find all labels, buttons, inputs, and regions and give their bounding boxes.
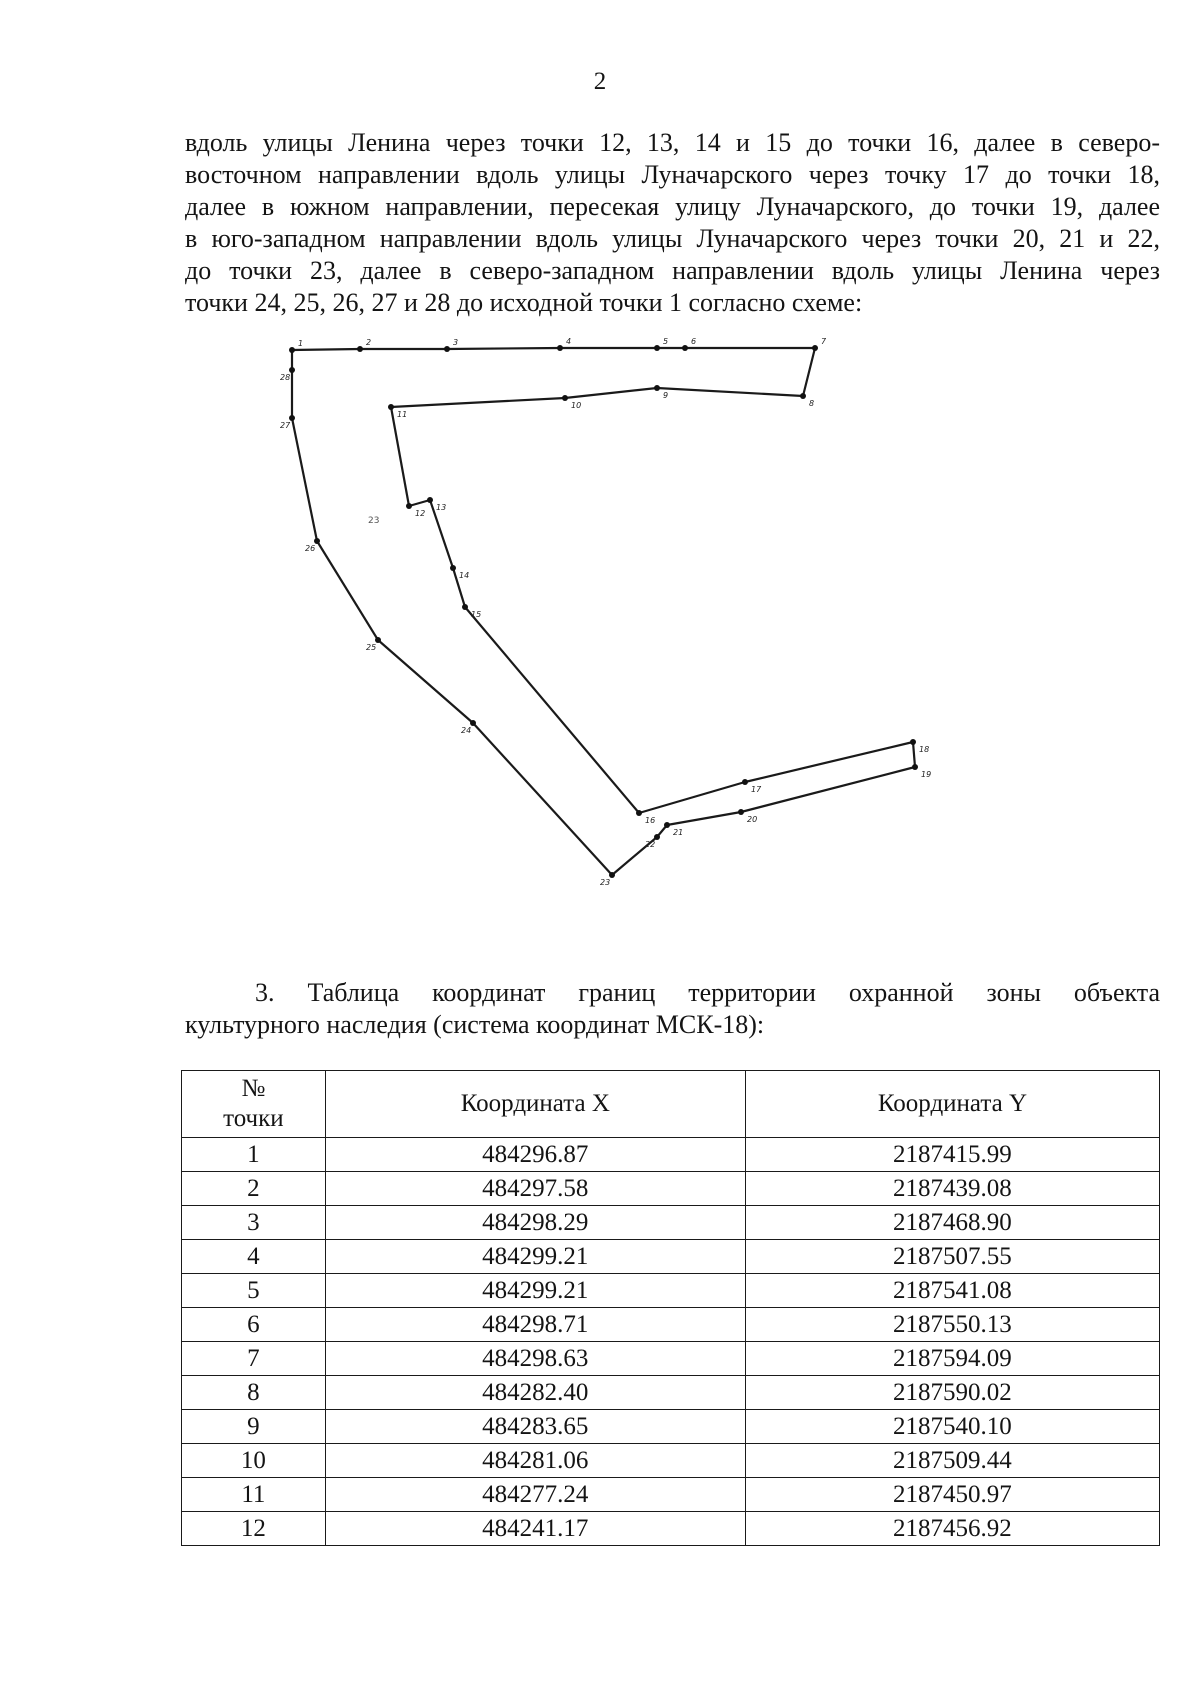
- table-row: [182, 1478, 1160, 1512]
- page-number: 2: [593, 68, 607, 95]
- cell-coordinate-y: 2187439.08: [745, 1172, 1159, 1206]
- point-label: 11: [397, 410, 408, 419]
- table-header-row: [182, 1071, 1160, 1138]
- point-label: 18: [919, 745, 930, 754]
- point-label: 12: [415, 509, 426, 518]
- point-label: 27: [280, 421, 291, 430]
- boundary-point: [450, 565, 456, 571]
- point-label: 13: [436, 503, 447, 512]
- cell-coordinate-x: 484298.71: [325, 1308, 745, 1342]
- point-label: 3: [453, 338, 459, 347]
- cell-coordinate-y: 2187468.90: [745, 1206, 1159, 1240]
- boundary-segment: [292, 349, 360, 350]
- cell-coordinate-y: 2187550.13: [745, 1308, 1159, 1342]
- point-label: 2: [366, 338, 372, 347]
- cell-coordinate-x: 484299.21: [325, 1274, 745, 1308]
- point-label: 10: [571, 401, 582, 410]
- boundary-segment: [913, 742, 915, 767]
- boundary-segment: [378, 640, 473, 723]
- point-label: 25: [366, 643, 377, 652]
- boundary-point: [406, 503, 412, 509]
- cell-coordinate-x: 484283.65: [325, 1410, 745, 1444]
- coordinates-table: [181, 1070, 1160, 1546]
- boundary-points: [280, 337, 931, 887]
- table-row: [182, 1410, 1160, 1444]
- cell-coordinate-y: 2187594.09: [745, 1342, 1159, 1376]
- cell-coordinate-y: 2187507.55: [745, 1240, 1159, 1274]
- boundary-point: [682, 345, 688, 351]
- boundary-segment: [803, 348, 815, 396]
- cell-coordinate-x: 484282.40: [325, 1376, 745, 1410]
- header-number-sign: №: [241, 1075, 266, 1102]
- point-label: 14: [459, 571, 470, 580]
- cell-coordinate-y: 2187415.99: [745, 1138, 1159, 1172]
- section-heading: [185, 977, 1160, 1041]
- boundary-point: [388, 404, 394, 410]
- point-label: 7: [821, 337, 827, 346]
- boundary-segment: [317, 541, 378, 640]
- cell-coordinate-x: 484296.87: [325, 1138, 745, 1172]
- intro-line: восточном направлении вдоль улицы Луначарского через точку 17 до точки 18,: [185, 160, 1160, 189]
- boundary-point: [654, 385, 660, 391]
- section-heading-line: культурного наследия (система координат МСК-18):: [185, 1010, 765, 1039]
- cell-point-number: 12: [182, 1512, 326, 1546]
- cell-point-number: 10: [182, 1444, 326, 1478]
- point-label: 24: [461, 726, 472, 735]
- boundary-point: [462, 604, 468, 610]
- cell-coordinate-y: 2187509.44: [745, 1444, 1159, 1478]
- cell-point-number: 7: [182, 1342, 326, 1376]
- boundary-segment: [745, 742, 913, 782]
- point-label: 4: [566, 337, 572, 346]
- cell-coordinate-y: 2187450.97: [745, 1478, 1159, 1512]
- header-point-number: [182, 1071, 326, 1138]
- boundary-segment: [565, 388, 657, 398]
- boundary-point: [738, 809, 744, 815]
- table-row: [182, 1240, 1160, 1274]
- table-row: [182, 1274, 1160, 1308]
- point-label: 8: [809, 399, 815, 408]
- point-label: 9: [663, 391, 669, 400]
- boundary-segment: [667, 812, 741, 825]
- cell-point-number: 4: [182, 1240, 326, 1274]
- cell-coordinate-y: 2187590.02: [745, 1376, 1159, 1410]
- point-label: 22: [645, 840, 656, 849]
- boundary-point: [357, 346, 363, 352]
- intro-line: далее в южном направлении, пересекая улицу Луначарского, до точки 19, далее: [185, 192, 1160, 221]
- cell-coordinate-y: 2187456.92: [745, 1512, 1159, 1546]
- cell-point-number: 5: [182, 1274, 326, 1308]
- boundary-lines: [292, 348, 915, 875]
- point-label: 21: [673, 828, 684, 837]
- boundary-point: [289, 347, 295, 353]
- table-row: [182, 1444, 1160, 1478]
- boundary-segment: [657, 388, 803, 396]
- cell-point-number: 11: [182, 1478, 326, 1512]
- boundary-point: [664, 822, 670, 828]
- cell-point-number: 1: [182, 1138, 326, 1172]
- boundary-point: [912, 764, 918, 770]
- boundary-point: [562, 395, 568, 401]
- boundary-point: [636, 810, 642, 816]
- boundary-point: [557, 345, 563, 351]
- table-row: [182, 1308, 1160, 1342]
- header-coordinate-x: Координата X: [325, 1071, 745, 1138]
- boundary-segment: [391, 407, 409, 506]
- cell-point-number: 2: [182, 1172, 326, 1206]
- boundary-segment: [447, 348, 560, 349]
- cell-coordinate-x: 484241.17: [325, 1512, 745, 1546]
- point-label: 17: [751, 785, 762, 794]
- header-point-word: точки: [223, 1105, 284, 1132]
- boundary-segment: [473, 723, 612, 875]
- intro-line: точки 24, 25, 26, 27 и 28 до исходной точки 1 согласно схеме:: [185, 288, 863, 317]
- intro-line: вдоль улицы Ленина через точки 12, 13, 14 и 15 до точки 16, далее в северо-: [185, 128, 1160, 157]
- boundary-segment: [741, 767, 915, 812]
- boundary-segment: [292, 418, 317, 541]
- point-label: 19: [921, 770, 932, 779]
- boundary-segment: [639, 782, 745, 813]
- cell-coordinate-y: 2187540.10: [745, 1410, 1159, 1444]
- boundary-segment: [465, 607, 639, 813]
- boundary-point: [800, 393, 806, 399]
- cell-coordinate-x: 484297.58: [325, 1172, 745, 1206]
- table-row: [182, 1342, 1160, 1376]
- cell-coordinate-x: 484298.29: [325, 1206, 745, 1240]
- table-row: [182, 1376, 1160, 1410]
- point-label: 20: [747, 815, 758, 824]
- table-row: [182, 1512, 1160, 1546]
- cell-coordinate-x: 484298.63: [325, 1342, 745, 1376]
- section-heading-line: 3. Таблица координат границ территории охранной зоны объекта: [255, 978, 1160, 1007]
- cell-point-number: 8: [182, 1376, 326, 1410]
- point-label: 16: [645, 816, 656, 825]
- point-label: 28: [280, 373, 291, 382]
- point-label: 26: [305, 544, 316, 553]
- boundary-point: [742, 779, 748, 785]
- cell-point-number: 3: [182, 1206, 326, 1240]
- cell-coordinate-y: 2187541.08: [745, 1274, 1159, 1308]
- boundary-point: [444, 346, 450, 352]
- point-label: 1: [298, 339, 304, 348]
- point-label: 23: [600, 878, 611, 887]
- header-coordinate-y: Координата Y: [745, 1071, 1159, 1138]
- intro-line: до точки 23, далее в северо-западном направлении вдоль улицы Ленина через: [185, 256, 1160, 285]
- table-row: [182, 1172, 1160, 1206]
- table-row: [182, 1138, 1160, 1172]
- boundary-segment: [391, 398, 565, 407]
- cell-coordinate-x: 484281.06: [325, 1444, 745, 1478]
- boundary-point: [910, 739, 916, 745]
- boundary-scheme: [280, 337, 1010, 970]
- table-row: [182, 1206, 1160, 1240]
- boundary-point: [654, 345, 660, 351]
- zone-label: 23: [368, 516, 380, 526]
- cell-coordinate-x: 484299.21: [325, 1240, 745, 1274]
- cell-point-number: 6: [182, 1308, 326, 1342]
- boundary-point: [812, 345, 818, 351]
- point-label: 6: [691, 337, 697, 346]
- cell-point-number: 9: [182, 1410, 326, 1444]
- boundary-segment: [409, 500, 430, 506]
- boundary-point: [427, 497, 433, 503]
- cell-coordinate-x: 484277.24: [325, 1478, 745, 1512]
- coordinates-table-body: [182, 1138, 1160, 1546]
- intro-paragraph: [185, 127, 1160, 319]
- point-label: 15: [471, 610, 482, 619]
- point-label: 5: [663, 337, 669, 346]
- intro-line: в юго-западном направлении вдоль улицы Луначарского через точки 20, 21 и 22,: [185, 224, 1160, 253]
